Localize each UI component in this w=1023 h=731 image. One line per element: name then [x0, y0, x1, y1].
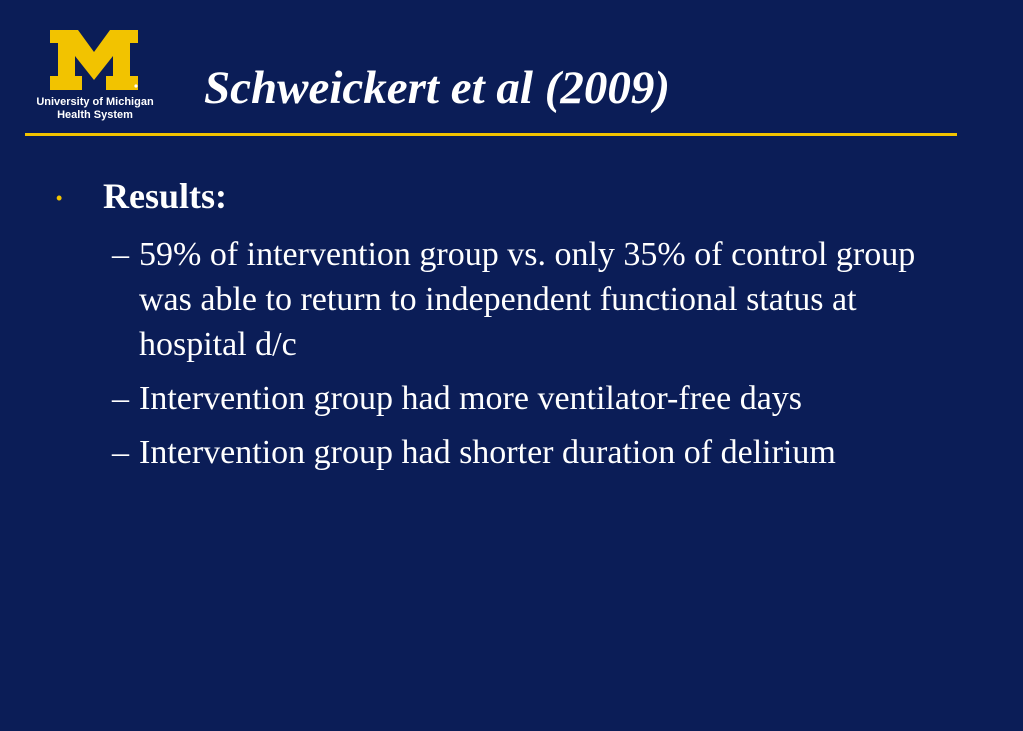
- sub-bullet-text: Intervention group had more ventilator-free days: [139, 380, 803, 417]
- logo-text: [28, 96, 162, 122]
- sub-bullet-marker: –: [112, 434, 129, 471]
- block-m-icon: [50, 30, 138, 90]
- bullet-marker: •: [56, 188, 63, 208]
- sub-bullet-text: Intervention group had shorter duration of delirium: [139, 434, 836, 471]
- sub-bullet-text: 59% of intervention group vs. only 35% of control group was able to return to independent functional status at hospital d/c: [139, 236, 916, 363]
- sub-bullet-marker: –: [112, 236, 129, 273]
- title-divider: [25, 133, 957, 136]
- slide-title: Schweickert et al (2009): [204, 62, 671, 114]
- logo-line-2: Health System: [57, 109, 133, 121]
- university-of-michigan-logo: [28, 30, 162, 124]
- sub-bullet-marker: –: [112, 380, 129, 417]
- logo-line-1: University of Michigan: [36, 96, 154, 108]
- bullet-text: Results:: [103, 176, 227, 216]
